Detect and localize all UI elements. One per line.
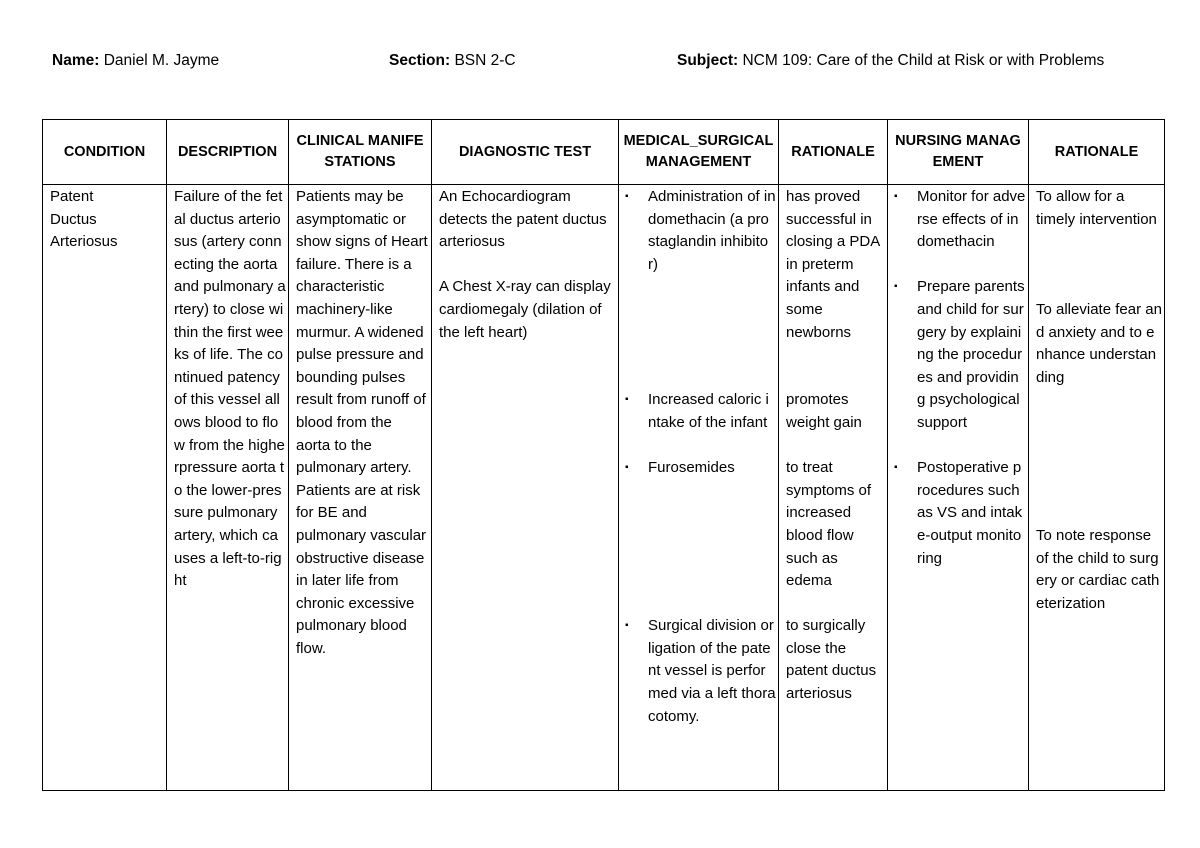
- nursing-management-cell: [888, 185, 1029, 791]
- condition-cell: [43, 185, 167, 791]
- header-nursing-management: NURSING MANAGEMENT: [888, 120, 1029, 185]
- condition-line: Arteriosus: [50, 233, 118, 251]
- section-value: BSN 2-C: [450, 52, 516, 69]
- list-item: ▪ Surgical division or ligation of the patent vessel is performed via a left thoracotomy.: [625, 617, 776, 725]
- diagnostic-echocardiogram: An Echocardiogram detects the patent ductus arteriosus: [439, 188, 607, 251]
- student-section: [389, 52, 516, 70]
- rationale-item: to treat symptoms of increased blood flow such as edema: [786, 459, 872, 590]
- nursing-rationale-cell: [1029, 185, 1165, 791]
- header-medical-surgical-management: MEDICAL_SURGICAL MANAGEMENT: [619, 120, 779, 185]
- bullet-icon: ▪: [625, 394, 629, 406]
- header-rationale-nursing: RATIONALE: [1029, 120, 1165, 185]
- section-label: Section:: [389, 52, 451, 69]
- subject: [677, 52, 1104, 70]
- subject-value: NCM 109: Care of the Child at Risk or with Problems: [738, 52, 1105, 69]
- medical-management-cell: [619, 185, 779, 791]
- bullet-icon: ▪: [894, 462, 898, 474]
- care-plan-table: [42, 119, 1165, 791]
- header-condition: CONDITION: [43, 120, 167, 185]
- name-label: Name:: [52, 52, 100, 69]
- subject-label: Subject:: [677, 52, 739, 69]
- rationale-item: To alleviate fear and anxiety and to enhance understanding: [1036, 300, 1162, 386]
- header-rationale-medical: RATIONALE: [779, 120, 888, 185]
- rationale-item: promotes weight gain: [786, 391, 862, 431]
- bullet-icon: ▪: [894, 281, 898, 293]
- bullet-icon: ▪: [625, 462, 629, 474]
- rationale-item: To allow for a timely intervention: [1036, 188, 1157, 228]
- bullet-icon: ▪: [894, 191, 898, 202]
- condition-line: Ductus: [50, 210, 97, 228]
- medical-rationale-cell: [779, 185, 888, 791]
- header-diagnostic-test: DIAGNOSTIC TEST: [432, 120, 619, 185]
- rationale-item: to surgically close the patent ductus arteriosus: [786, 617, 877, 703]
- diagnostic-chest-xray: A Chest X-ray can display cardiomegaly (dilation of the left heart): [439, 278, 611, 341]
- bullet-icon: ▪: [625, 620, 629, 632]
- condition-line: Patent: [50, 188, 94, 205]
- list-item: ▪ Monitor for adverse effects of indomethacin: [894, 188, 1026, 251]
- header-clinical-manifestations: CLINICAL MANIFESTATIONS: [289, 120, 432, 185]
- list-item: ▪ Furosemides: [626, 457, 776, 480]
- diagnostic-test-cell: [432, 185, 619, 791]
- table-row: [43, 185, 1165, 791]
- rationale-item: has proved successful in closing a PDA in preterm infants and some newborns: [786, 188, 880, 341]
- description-cell: Failure of the fetal ductus arteriosus (artery connecting the aorta and pulmonary artery) to close within the first weeks of life. The continued patency of this vessel allows blood to flow from the higherpressure aorta to the lower-pressure pulmonary artery, which causes a left-to-right: [167, 185, 289, 791]
- list-item: ▪ Postoperative procedures such as VS and intake-output monitoring: [894, 459, 1023, 567]
- table-header-row: [43, 120, 1165, 185]
- rationale-item: To note response of the child to surgery or cardiac catheterization: [1036, 526, 1160, 612]
- student-name: [52, 52, 219, 70]
- clinical-manifestations-cell: Patients may be asymptomatic or show signs of Heart failure. There is a characteristic machinery-like murmur. A widened pulse pressure and bounding pulses result from runoff of blood from the aorta to the pulmonary artery. Patients are at risk for BE and pulmonary vascular obstructive disease in later life from chronic excessive pulmonary blood flow.: [289, 185, 432, 791]
- list-item: ▪ Administration of indomethacin (a prostaglandin inhibitor): [625, 188, 776, 273]
- name-value: Daniel M. Jayme: [99, 52, 220, 69]
- list-item: ▪ Prepare parents and child for surgery by explaining the procedures and providing psychological support: [894, 278, 1025, 431]
- list-item: ▪ Increased caloric intake of the infant: [625, 391, 769, 431]
- header-description: DESCRIPTION: [167, 120, 289, 185]
- bullet-icon: ▪: [625, 191, 629, 202]
